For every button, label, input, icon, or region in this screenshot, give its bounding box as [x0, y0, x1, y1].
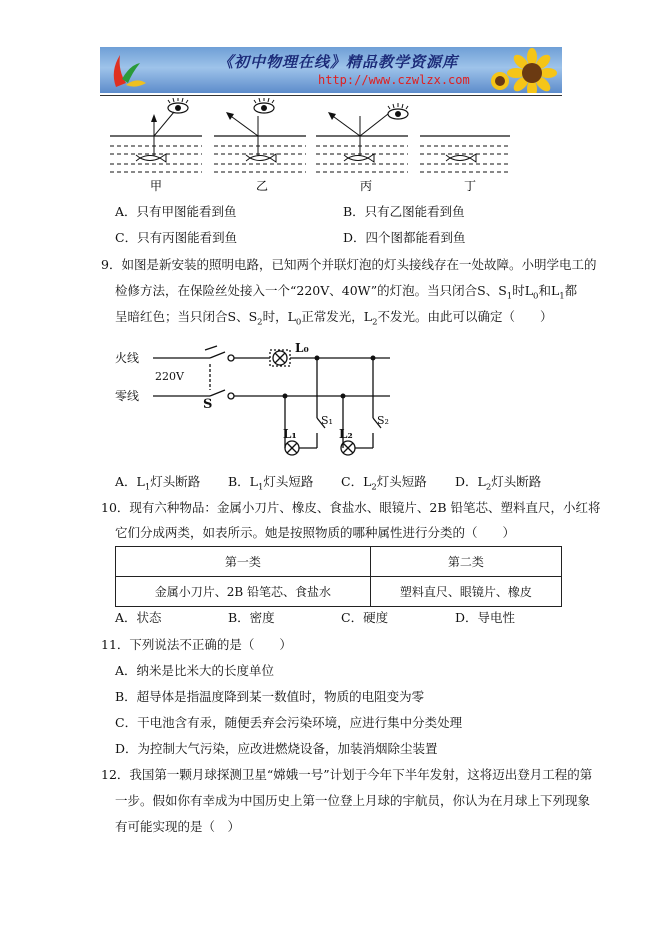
q8-label-bing: 丙	[360, 179, 373, 193]
header-rule	[100, 95, 562, 96]
q8-option-c: C．只有丙图能看到鱼	[115, 230, 238, 245]
q8-option-d: D．四个图都能看到鱼	[343, 230, 466, 245]
q8-option-b: B．只有乙图能看到鱼	[343, 204, 465, 219]
q11-option-c: C．干电池含有汞，随便丢弃会污染环境，应进行集中分类处理	[115, 715, 463, 730]
q9-stem-line1: 9．如图是新安装的照明电路，已知两个并联灯泡的灯头接线存在一处故障。小明学电工的	[101, 257, 597, 272]
q10-table-header-1: 第一类	[116, 547, 371, 577]
q9-number: 9．	[101, 257, 122, 272]
circuit-lamp-l2-label: L₂	[339, 427, 353, 441]
circuit-lamp-l1-label: L₁	[283, 427, 297, 441]
q10-stem-line1: 10．现有六种物品：金属小刀片、橡皮、食盐水、眼镜片、2B 铅笔芯、塑料直尺，小红将	[101, 500, 601, 515]
q10-table-header-2: 第二类	[370, 547, 561, 577]
header-banner	[100, 47, 562, 93]
q9-option-d: D．$L_2$灯头断路	[455, 474, 542, 493]
q11-option-b: B．超导体是指温度降到某一数值时，物质的电阻变为零	[115, 689, 425, 704]
q8-fish-diagrams	[110, 98, 510, 198]
q10-option-b: B．密度	[228, 610, 275, 625]
q11-option-a: A．纳米是比米大的长度单位	[115, 663, 275, 678]
q10-table-cell-1: 金属小刀片、2B 铅笔芯、食盐水	[116, 577, 371, 607]
circuit-switch-s1-label: S₁	[321, 414, 333, 427]
sunflower-icon	[486, 47, 560, 93]
circuit-switch-s-label: S	[203, 397, 213, 412]
circuit-live-label: 火线	[115, 351, 140, 365]
q8-label-ding: 丁	[464, 179, 477, 193]
q10-classification-table	[115, 546, 562, 607]
circuit-voltage-label: 220V	[155, 370, 184, 383]
q10-option-a: A．状态	[115, 610, 162, 625]
q9-option-b: B．$L_1$灯头短路	[228, 474, 314, 493]
q8-label-yi: 乙	[256, 179, 269, 193]
logo-icon	[106, 49, 150, 91]
q9-stem-line3: 呈暗红色；当只闭合S、$S_2$时，$L_0$正常发光，$L_2$不发光。由此可以确定（ ）	[115, 309, 553, 328]
header-title: 《初中物理在线》精品教学资源库	[218, 53, 459, 71]
q9-option-a: A．$L_1$灯头断路	[115, 474, 201, 493]
q12-stem-line3: 有可能实现的是（ ）	[115, 819, 241, 834]
q12-stem-line1: 12．我国第一颗月球探测卫星“嫦娥一号”计划于今年下半年发射，这将迈出登月工程的第	[101, 767, 593, 782]
q9-circuit-diagram	[115, 338, 405, 463]
q11-option-d: D．为控制大气污染，应改进燃烧设备，加装消烟除尘装置	[115, 741, 438, 756]
q12-stem-line2: 一步。假如你有幸成为中国历史上第一位登上月球的宇航员，你认为在月球上下列现象	[115, 793, 591, 808]
circuit-lamp-l0-label: L₀	[295, 341, 309, 355]
q9-stem-line2: 检修方法，在保险丝处接入一个“220V、40W”的灯泡。当只闭合S、$S_1$时$L_0$和$L_1$都	[115, 283, 578, 302]
circuit-neutral-label: 零线	[115, 389, 140, 403]
q9-option-c: C．$L_2$灯头短路	[341, 474, 427, 493]
q10-table-cell-2: 塑料直尺、眼镜片、橡皮	[370, 577, 561, 607]
header-url: http://www.czwlzx.com	[318, 73, 470, 87]
q10-stem-line2: 它们分成两类，如表所示。她是按照物质的哪种属性进行分类的（ ）	[115, 525, 516, 540]
q11-stem: 11．下列说法不正确的是（ ）	[101, 637, 292, 652]
q10-option-d: D．导电性	[455, 610, 516, 625]
q10-option-c: C．硬度	[341, 610, 389, 625]
q8-label-jia: 甲	[150, 179, 163, 193]
circuit-switch-s2-label: S₂	[377, 414, 389, 427]
q8-option-a: A．只有甲图能看到鱼	[115, 204, 237, 219]
